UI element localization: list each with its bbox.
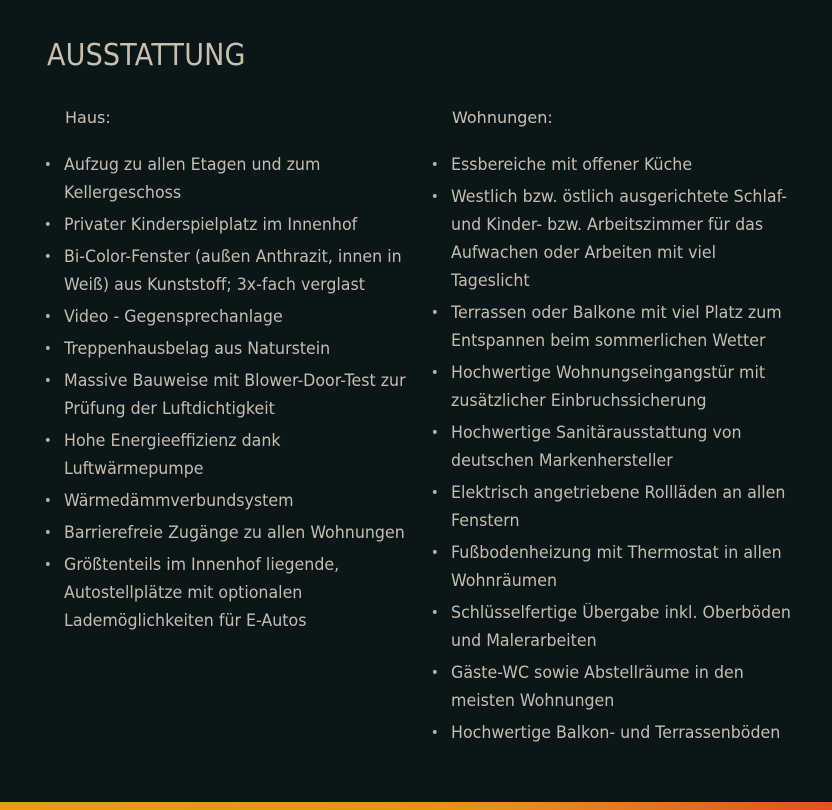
list-item: • Privater Kinderspielplatz im Innenhof [41,211,406,239]
list-item: • Massive Bauweise mit Blower-Door-Test zur Prüfung der Luftdichtigkeit [41,367,406,423]
bullet-icon: • [43,309,52,325]
list-item: • Hohe Energieeffizienz dank Luftwärmepumpe [41,427,406,483]
haus-column [41,108,421,639]
list-item: • Terrassen oder Balkone mit viel Platz zum Entspannen beim sommerlichen Wetter [428,299,793,355]
list-item: • Essbereiche mit offener Küche [428,151,793,179]
section-title: AUSSTATTUNG [47,38,246,73]
wohnungen-heading: Wohnungen: [452,108,553,127]
bullet-icon: • [430,485,439,501]
bullet-icon: • [43,341,52,357]
bullet-icon: • [43,249,52,265]
bullet-icon: • [43,557,52,573]
list-item: • Schlüsselfertige Übergabe inkl. Oberböden und Malerarbeiten [428,599,793,655]
bullet-icon: • [43,157,52,173]
bullet-icon: • [430,189,439,205]
list-item: • Gäste-WC sowie Abstellräume in den meisten Wohnungen [428,659,793,715]
bullet-icon: • [430,157,439,173]
bullet-icon: • [43,373,52,389]
bullet-icon: • [430,425,439,441]
haus-list [41,151,421,635]
list-item: • Video - Gegensprechanlage [41,303,406,331]
bullet-icon: • [430,545,439,561]
bullet-icon: • [43,493,52,509]
list-item: • Bi-Color-Fenster (außen Anthrazit, innen in Weiß) aus Kunststoff; 3x-fach verglast [41,243,406,299]
bullet-icon: • [430,665,439,681]
haus-heading: Haus: [65,108,111,127]
list-item: • Hochwertige Balkon- und Terrassenböden [428,719,793,747]
bullet-icon: • [43,217,52,233]
wohnungen-list [428,151,808,747]
bullet-icon: • [430,305,439,321]
list-item: • Westlich bzw. östlich ausgerichtete Schlaf- und Kinder- bzw. Arbeitszimmer für das Aufwachen oder Arbeiten mit viel Tageslicht [428,183,793,295]
bullet-icon: • [430,365,439,381]
list-item: • Größtenteils im Innenhof liegende, Autostellplätze mit optionalen Lademöglichkeiten für E-Autos [41,551,406,635]
list-item: • Hochwertige Wohnungseingangstür mit zusätzlicher Einbruchssicherung [428,359,793,415]
list-item: • Barrierefreie Zugänge zu allen Wohnungen [41,519,406,547]
list-item: • Wärmedämmverbundsystem [41,487,406,515]
list-item: • Aufzug zu allen Etagen und zum Kellergeschoss [41,151,406,207]
bullet-icon: • [43,433,52,449]
bullet-icon: • [43,525,52,541]
list-item: • Fußbodenheizung mit Thermostat in allen Wohnräumen [428,539,793,595]
list-item: • Elektrisch angetriebene Rollläden an allen Fenstern [428,479,793,535]
bullet-icon: • [430,725,439,741]
wohnungen-column [428,108,808,751]
bullet-icon: • [430,605,439,621]
list-item: • Treppenhausbelag aus Naturstein [41,335,406,363]
accent-bar [0,802,832,810]
list-item: • Hochwertige Sanitärausstattung von deutschen Markenhersteller [428,419,793,475]
